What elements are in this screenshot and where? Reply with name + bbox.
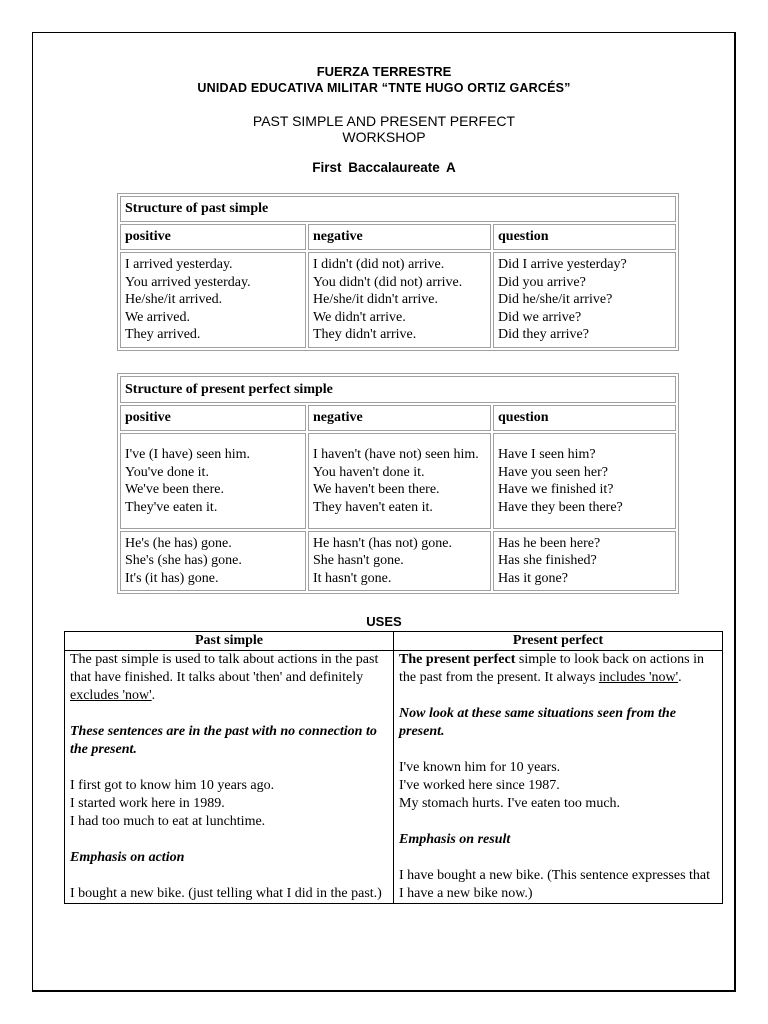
past-simple-final-example: I bought a new bike. (just telling what I did in the past.) xyxy=(70,886,382,901)
example-line: We didn't arrive. xyxy=(313,309,406,325)
column-header-positive: positive xyxy=(120,224,306,250)
example-line: Did he/she/it arrive? xyxy=(498,292,613,308)
uses-heading: USES xyxy=(366,614,402,629)
example-line: It's (it has) gone. xyxy=(125,570,219,586)
example-line: I didn't (did not) arrive. xyxy=(313,257,445,273)
example-line: They've eaten it. xyxy=(125,499,218,515)
underlined-text: includes 'now' xyxy=(598,670,679,685)
example-line: Have we finished it? xyxy=(498,482,614,497)
present-perfect-structure-table xyxy=(117,373,679,594)
example-line: I haven't (have not) seen him. xyxy=(313,447,479,462)
column-header-positive: positive xyxy=(120,405,306,431)
past-simple-uses-cell xyxy=(65,651,394,904)
example-line: Did we arrive? xyxy=(498,309,582,325)
underlined-text: excludes 'now' xyxy=(70,688,152,703)
table-cell xyxy=(308,531,491,591)
example-line: We haven't been there. xyxy=(313,482,440,497)
intro-text: The past simple is used to talk about actions in the past that have finished. It talks about 'then' and definitely xyxy=(70,652,379,685)
example-line: He/she/it arrived. xyxy=(125,292,223,308)
example-line: You've done it. xyxy=(125,464,209,480)
example-sentence: My stomach hurts. I've eaten too much. xyxy=(399,796,621,811)
worksheet-subtitle: WORKSHOP xyxy=(342,129,426,145)
example-sentence: I had too much to eat at lunchtime. xyxy=(70,814,266,829)
example-line: Has it gone? xyxy=(498,570,568,586)
present-perfect-final-example: I have bought a new bike. (This sentence expresses that I have a new bike now.) xyxy=(399,868,711,901)
table-cell xyxy=(308,433,491,529)
example-line: They haven't eaten it. xyxy=(313,499,433,515)
example-line: Did they arrive? xyxy=(498,327,589,343)
column-header-question: question xyxy=(493,224,676,250)
example-line: Have you seen her? xyxy=(498,464,609,480)
example-line: Has she finished? xyxy=(498,553,597,569)
intro-end: . xyxy=(151,688,156,703)
example-line: We've been there. xyxy=(125,482,224,497)
example-line: Has he been here? xyxy=(498,535,601,551)
example-line: He/she/it didn't arrive. xyxy=(313,292,438,308)
uses-header-past-simple: Past simple xyxy=(65,632,394,651)
present-perfect-emphasis: Emphasis on result xyxy=(399,832,511,847)
present-perfect-uses-cell xyxy=(394,651,723,904)
past-simple-intro xyxy=(70,651,388,705)
column-header-negative: negative xyxy=(308,224,491,250)
uses-table xyxy=(64,631,723,904)
example-line: She hasn't gone. xyxy=(313,553,404,569)
example-line: You arrived yesterday. xyxy=(125,274,251,290)
intro-end: . xyxy=(678,670,682,685)
column-header-negative: negative xyxy=(308,405,491,431)
present-perfect-note: Now look at these same situations seen from the present. xyxy=(399,706,676,739)
intro-text: simple to look back on actions in the past from the present. It always xyxy=(399,652,704,685)
table-title: Structure of present perfect simple xyxy=(120,376,676,403)
table-title: Structure of past simple xyxy=(120,196,676,222)
example-sentence: I started work here in 1989. xyxy=(70,796,225,811)
example-line: Have they been there? xyxy=(498,499,623,515)
example-line: I've (I have) seen him. xyxy=(125,447,250,462)
example-line: She's (she has) gone. xyxy=(125,553,242,569)
example-line: They didn't arrive. xyxy=(313,327,417,343)
table-cell xyxy=(308,252,491,348)
table-cell xyxy=(120,433,306,529)
worksheet-title: PAST SIMPLE AND PRESENT PERFECT xyxy=(252,113,516,129)
example-line: Did you arrive? xyxy=(498,274,586,290)
example-line: We arrived. xyxy=(125,309,190,325)
example-line: He hasn't (has not) gone. xyxy=(313,535,452,551)
bold-text: The present perfect xyxy=(399,652,516,667)
example-sentence: I've worked here since 1987. xyxy=(399,778,560,793)
past-simple-note: These sentences are in the past with no connection to the present. xyxy=(70,724,377,757)
example-line: It hasn't gone. xyxy=(313,570,392,586)
table-cell xyxy=(493,531,676,591)
past-simple-emphasis: Emphasis on action xyxy=(70,850,185,865)
table-cell xyxy=(493,433,676,529)
example-line: They arrived. xyxy=(125,327,201,343)
example-line: You didn't (did not) arrive. xyxy=(313,274,463,290)
example-line: Did I arrive yesterday? xyxy=(498,257,627,273)
example-line: He's (he has) gone. xyxy=(125,535,232,551)
institution-name: FUERZA TERRESTRE xyxy=(316,64,452,79)
table-cell xyxy=(493,252,676,348)
column-header-question: question xyxy=(493,405,676,431)
table-cell xyxy=(120,531,306,591)
uses-header-present-perfect: Present perfect xyxy=(394,632,723,651)
school-name: UNIDAD EDUCATIVA MILITAR “TNTE HUGO ORTIZ GARCÉS” xyxy=(197,81,571,95)
example-sentence: I've known him for 10 years. xyxy=(399,760,561,775)
example-line: I arrived yesterday. xyxy=(125,257,233,273)
example-line: You haven't done it. xyxy=(313,464,425,480)
example-line: Have I seen him? xyxy=(498,447,596,462)
table-cell xyxy=(120,252,306,348)
past-simple-structure-table xyxy=(117,193,679,351)
class-name: First Baccalaureate A xyxy=(312,160,456,175)
present-perfect-intro xyxy=(399,651,717,687)
example-sentence: I first got to know him 10 years ago. xyxy=(70,778,275,793)
